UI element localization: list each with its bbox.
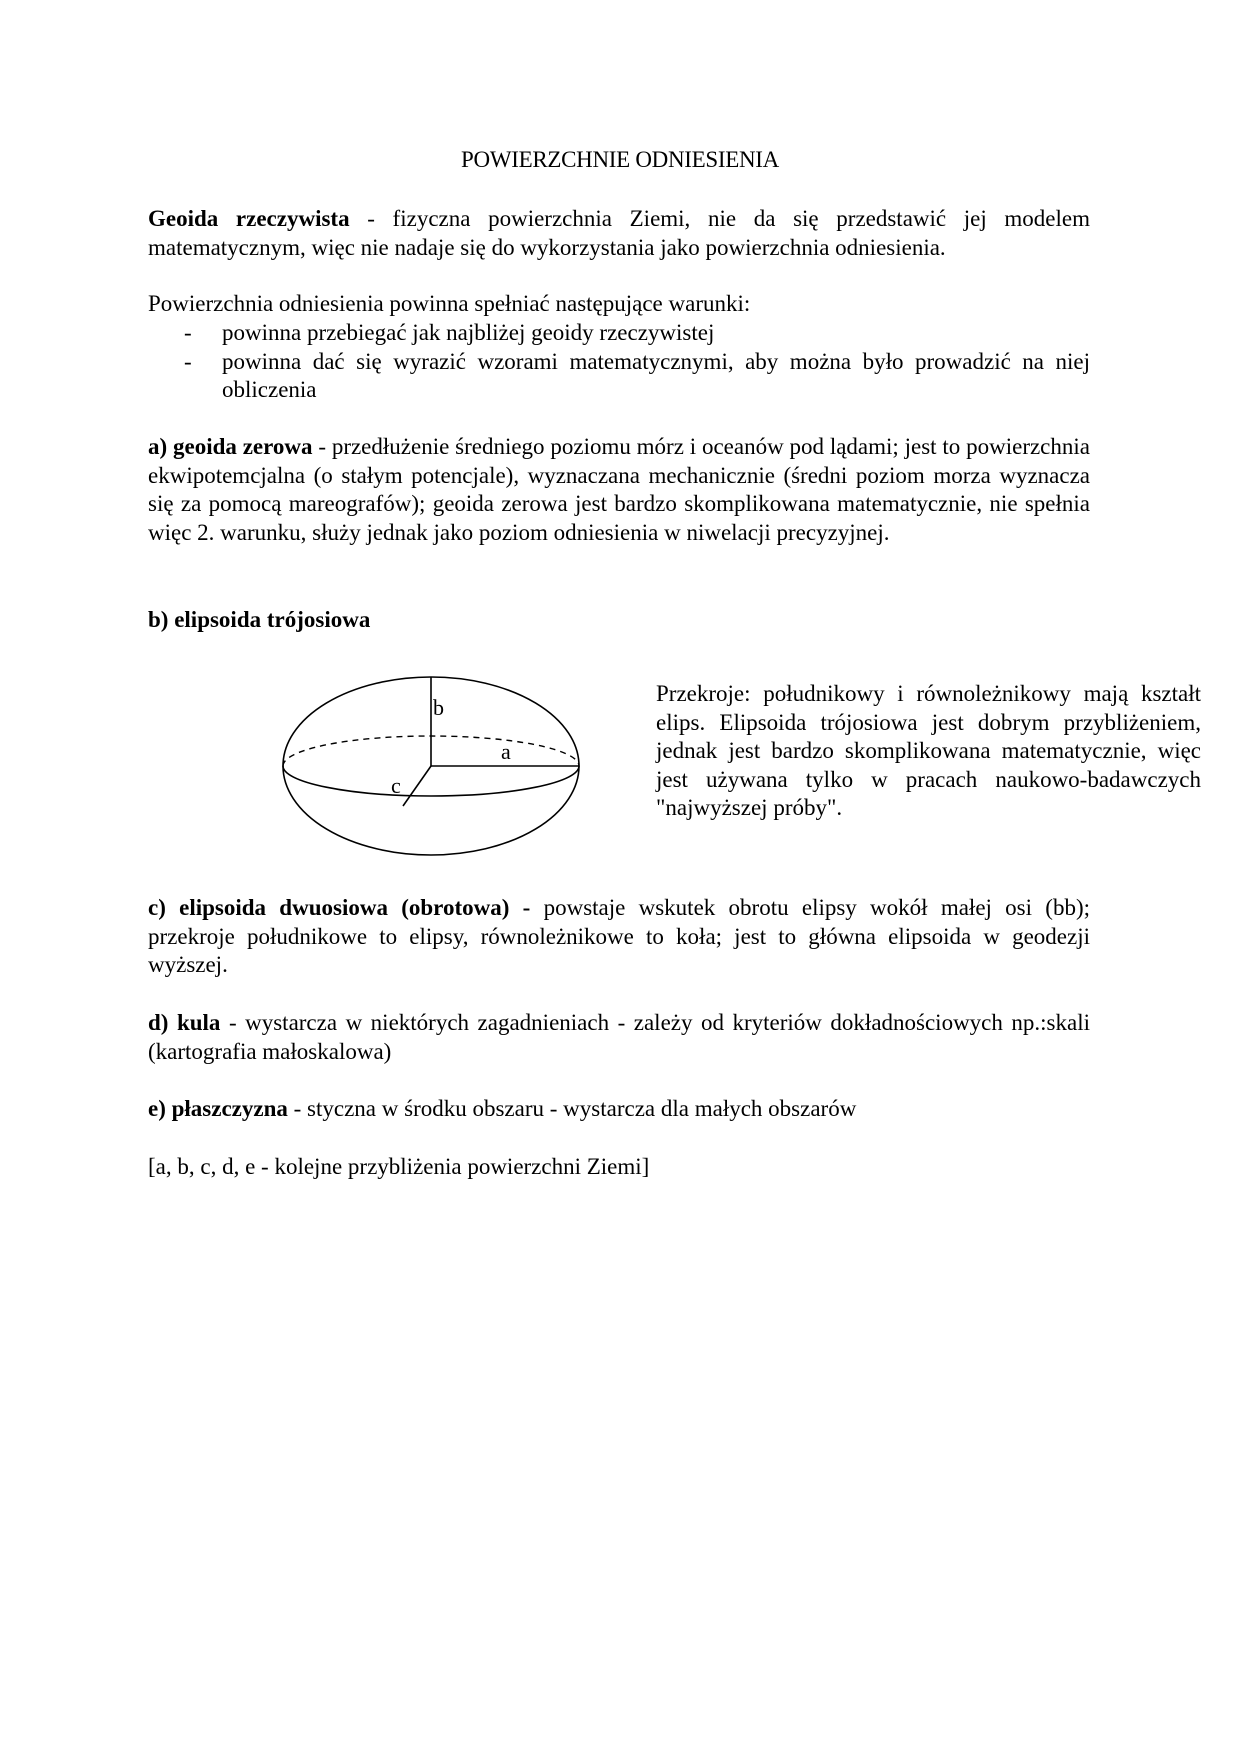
heading-elipsoida-trojosiowa: [148, 606, 1090, 635]
list-bullet: -: [184, 320, 192, 345]
paragraph-plaszczyzna: [148, 1095, 1090, 1124]
paragraph-geoida-zerowa: [148, 433, 1090, 547]
ellipsoid-diagram: [278, 670, 598, 860]
term-elipsoida-dwuosiowa: c) elipsoida dwuosiowa (obrotowa) -: [148, 895, 531, 920]
equator-front: [283, 766, 579, 796]
list-item: [148, 348, 1090, 405]
plaszczyzna-description: - styczna w środku obszaru - wystarcza dla małych obszarów: [287, 1096, 857, 1121]
conditions-list: [148, 319, 1090, 405]
axis-c-line: [403, 766, 431, 806]
paragraph-kula: [148, 1009, 1090, 1066]
paragraph-elipsoida-dwuosiowa: [148, 894, 1090, 980]
geoida-description: - fizyczna powierzchnia Ziemi, nie da się przedstawić jej modelem matematycznym, więc nie nadaje się do wykorzystania jako powierzchnia odniesienia.: [148, 206, 1090, 260]
axis-c-label: c: [391, 773, 401, 798]
list-bullet: -: [184, 348, 192, 374]
term-geoida-rzeczywista: Geoida rzeczywista: [148, 206, 350, 231]
term-elipsoida-trojosiowa: b) elipsoida trójosiowa: [148, 607, 371, 632]
term-kula: d) kula: [148, 1010, 221, 1035]
footer-note-text: - kolejne przybliżenia powierzchni Ziemi]: [255, 1154, 650, 1179]
elipsoida-dwuosiowa-description: powstaje wskutek obrotu elipsy wokół małej osi (bb); przekroje południkowe to elipsy, równoleżnikowe to koła; jest to główna elipsoida w geodezji wyższej.: [148, 895, 1090, 978]
conditions-intro: Powierzchnia odniesienia powinna spełniać następujące warunki:: [148, 291, 751, 316]
list-item: [148, 319, 1090, 348]
ellipsoid-svg: [278, 670, 598, 860]
elipsoida-trojosiowa-description: Przekroje: południkowy i równoleżnikowy mają kształt elips. Elipsoida trójosiowa jest dobrym przybliżeniem, jednak jest bardzo skomplikowana matematycznie, więc jest używana tylko w pracach naukowo-badawczych "najwyższej próby".: [656, 681, 1201, 821]
footer-note: [148, 1153, 1090, 1182]
axis-b-label: b: [433, 695, 444, 720]
list-item-text: powinna przebiegać jak najbliżej geoidy rzeczywistej: [222, 320, 715, 345]
term-geoida-zerowa: a) geoida zerowa: [148, 434, 313, 459]
kula-description: - wystarcza w niektórych zagadnieniach - zależy od kryteriów dokładnościowych np.:skali (kartografia małoskalowa): [148, 1010, 1090, 1064]
list-item-text: powinna dać się wyrazić wzorami matematycznymi, aby można było prowadzić na niej obliczenia: [222, 348, 1090, 403]
axis-a-label: a: [501, 739, 511, 764]
document-title: POWIERZCHNIE ODNIESIENIA: [461, 147, 779, 172]
paragraph-geoida: [148, 205, 1090, 262]
term-plaszczyzna: e) płaszczyzna: [148, 1096, 288, 1121]
footer-note-letters: [a, b, c, d, e: [148, 1154, 256, 1179]
geoida-zerowa-description: - przedłużenie średniego poziomu mórz i oceanów pod lądami; jest to powierzchnia ekwipotemcjalna (o stałym potencjale), wyznaczana mechanicznie (średni poziom morza wyznacza się za pomocą mareografów); geoida zerowa jest bardzo skomplikowana matematycznie, nie spełnia więc 2. warunku, służy jednak jako poziom odniesienia w niwelacji precyzyjnej.: [148, 434, 1090, 545]
